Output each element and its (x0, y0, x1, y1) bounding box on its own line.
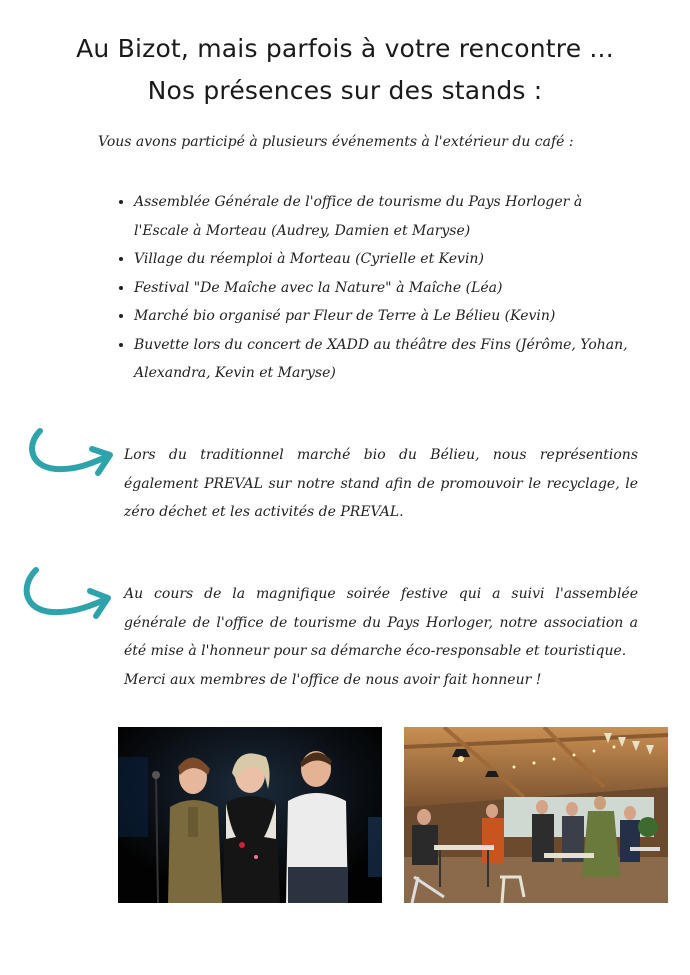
list-item: • Marché bio organisé par Fleur de Terre à Le Bélieu (Kevin) (134, 302, 634, 331)
curved-arrow-icon (20, 566, 116, 628)
list-item: • Assemblée Générale de l'office de tourisme du Pays Horloger à l'Escale à Morteau (Audrey, Damien et Maryse) (134, 188, 634, 245)
photo-stage-team (118, 727, 382, 903)
paragraph-soiree (124, 580, 638, 694)
photo-festive-hall (404, 727, 668, 903)
paragraph-thanks-text: Merci aux membres de l'office de nous avoir fait honneur ! (124, 671, 542, 688)
intro-text: Vous avons participé à plusieurs événements à l'extérieur du café : (98, 134, 574, 150)
page-subtitle: Nos présences sur des stands : (147, 76, 543, 105)
list-item: • Village du réemploi à Morteau (Cyrielle et Kevin) (134, 245, 634, 274)
list-item: • Buvette lors du concert de XADD au théâtre des Fins (Jérôme, Yohan, Alexandra, Kevin et Maryse) (134, 331, 634, 388)
curved-arrow-icon (26, 427, 118, 485)
events-list (100, 188, 634, 388)
paragraph-marche-bio: Lors du traditionnel marché bio du Bélieu, nous représentions également PREVAL sur notre stand afin de promouvoir le recyclage, le zéro déchet et les activités de PREVAL. (124, 447, 638, 520)
page-title: Au Bizot, mais parfois à votre rencontre ... (76, 34, 614, 63)
list-item: • Festival "De Maîche avec la Nature" à Maîche (Léa) (134, 274, 634, 303)
paragraph-soiree-text: Au cours de la magnifique soirée festive qui a suivi l'assemblée générale de l'office de tourisme du Pays Horloger, notre association a été mise à l'honneur pour sa démarche éco-responsable et touristique. (124, 586, 638, 659)
